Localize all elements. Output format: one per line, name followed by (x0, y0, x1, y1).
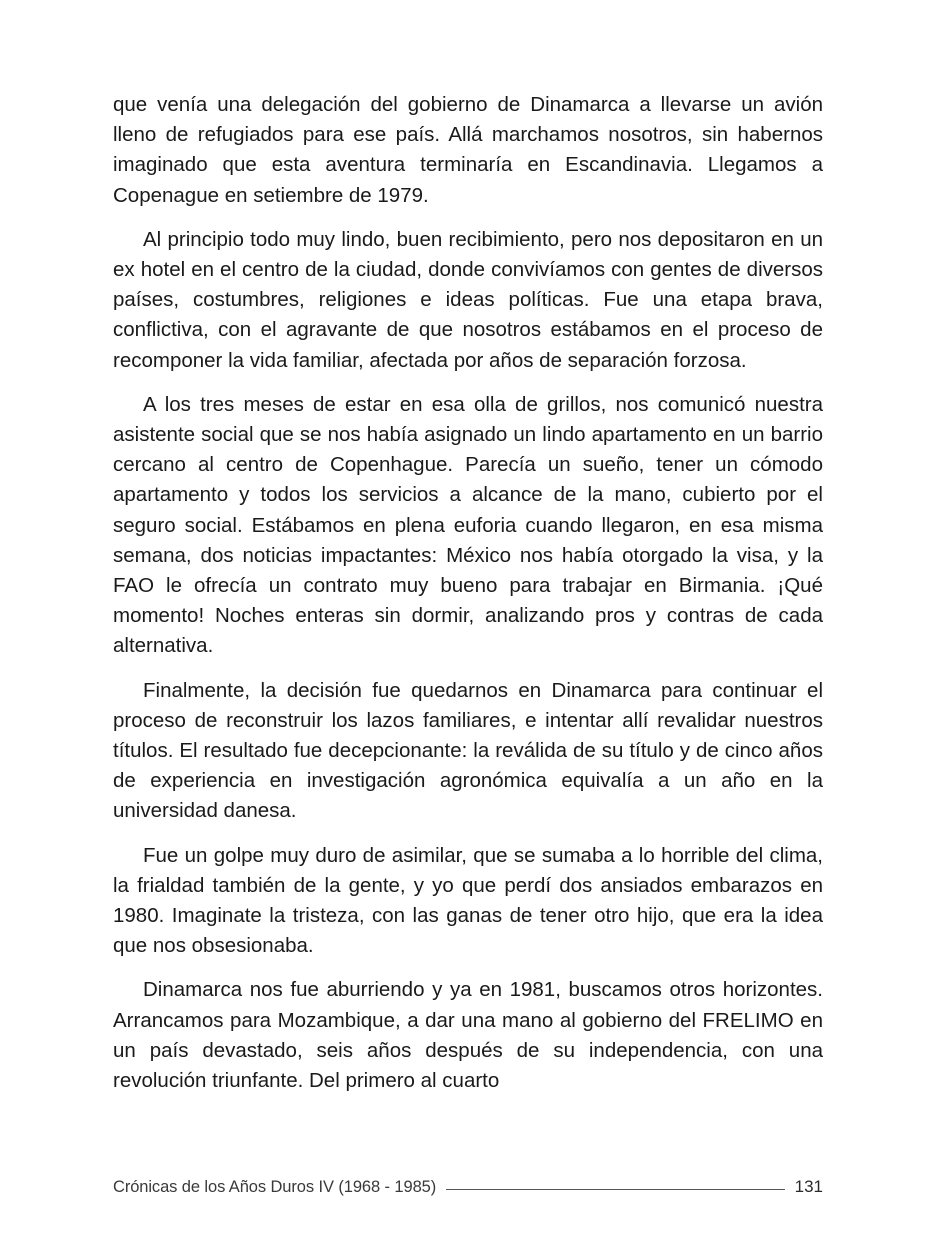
page-number: 131 (794, 1177, 823, 1196)
footer-book-title: Crónicas de los Años Duros IV (1968 - 1985) (113, 1177, 437, 1196)
paragraph-4: Finalmente, la decisión fue quedarnos en Dinamarca para continuar el proceso de reconstruir los lazos familiares, e intentar allí revalidar nuestros títulos. El resultado fue decepcionante: la reválida de su título y de cinco años de experiencia en investigación agronómica equivalía a un año en la universidad danesa. (113, 678, 823, 823)
paragraph-5: Fue un golpe muy duro de asimilar, que se sumaba a lo horrible del clima, la frialdad también de la gente, y yo que perdí dos ansiados embarazos en 1980. Imaginate la tristeza, con las ganas de tener otro hijo, que era la idea que nos obsesionaba. (113, 843, 823, 958)
page-body (113, 90, 823, 1110)
paragraph-2: Al principio todo muy lindo, buen recibimiento, pero nos depositaron en un ex hotel en el centro de la ciudad, donde convivíamos con gentes de diversos países, costumbres, religiones e ideas políticas. Fue una etapa brava, conflictiva, con el agravante de que nosotros estábamos en el proceso de recomponer la vida familiar, afectada por años de separación forzosa. (113, 227, 823, 372)
paragraph-3: A los tres meses de estar en esa olla de grillos, nos comunicó nuestra asistente social que se nos había asignado un lindo apartamento en un barrio cercano al centro de Copenhague. Parecía un sueño, tener un cómodo apartamento y todos los servicios a alcance de la mano, cubierto por el seguro social. Estábamos en plena euforia cuando llegaron, en esa misma semana, dos noticias impactantes: México nos había otorgado la visa, y la FAO le ofrecía un contrato muy bueno para trabajar en Birmania. ¡Qué momento! Noches enteras sin dormir, analizando pros y contras de cada alternativa. (113, 392, 823, 658)
paragraph-6: Dinamarca nos fue aburriendo y ya en 1981, buscamos otros horizontes. Arrancamos para Mozambique, a dar una mano al gobierno del FRELIMO en un país devastado, seis años después de su independencia, con una revolución triunfante. Del primero al cuarto (113, 978, 823, 1093)
footer-divider (446, 1189, 785, 1190)
page-footer (113, 1172, 823, 1202)
paragraph-1: que venía una delegación del gobierno de Dinamarca a llevarse un avión lleno de refugiados para ese país. Allá marchamos nosotros, sin habernos imaginado que esta aventura terminaría en Escandinavia. Llegamos a Copenague en setiembre de 1979. (113, 93, 823, 207)
